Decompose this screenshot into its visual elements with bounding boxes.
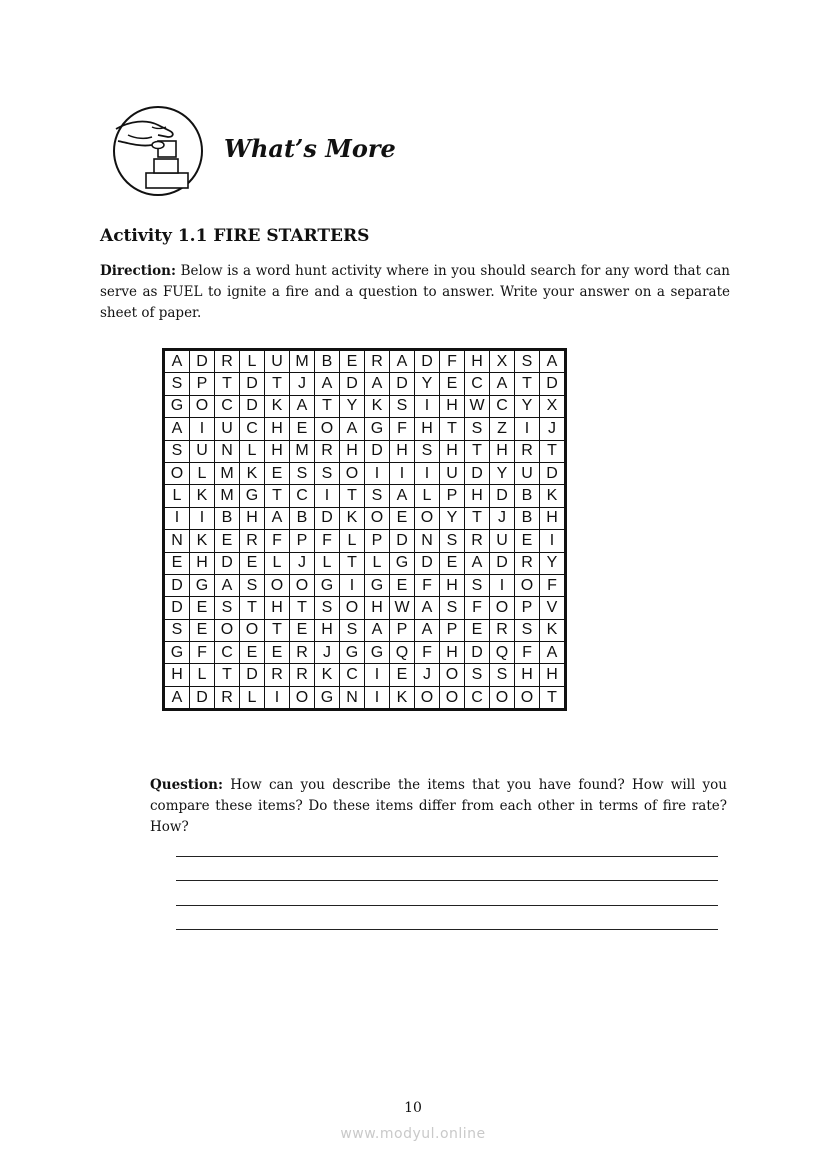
- grid-cell: S: [390, 395, 415, 417]
- grid-cell: K: [190, 530, 215, 552]
- grid-cell: E: [390, 574, 415, 596]
- grid-cell: E: [265, 462, 290, 484]
- answer-line[interactable]: [176, 880, 718, 881]
- grid-cell: A: [164, 418, 190, 440]
- grid-cell: P: [190, 373, 215, 395]
- grid-cell: A: [390, 350, 415, 373]
- grid-cell: M: [290, 350, 315, 373]
- grid-cell: E: [164, 552, 190, 574]
- grid-cell: O: [440, 686, 465, 709]
- grid-cell: A: [290, 395, 315, 417]
- grid-cell: H: [465, 485, 490, 507]
- grid-cell: S: [365, 485, 390, 507]
- grid-cell: H: [265, 418, 290, 440]
- grid-cell: R: [465, 530, 490, 552]
- grid-cell: D: [540, 462, 566, 484]
- grid-cell: Y: [440, 507, 465, 529]
- grid-cell: C: [215, 642, 240, 664]
- grid-cell: O: [365, 507, 390, 529]
- grid-cell: E: [215, 530, 240, 552]
- page-number: 10: [404, 1100, 422, 1116]
- grid-cell: F: [190, 642, 215, 664]
- grid-cell: G: [164, 395, 190, 417]
- grid-cell: S: [164, 619, 190, 641]
- grid-cell: O: [340, 597, 365, 619]
- grid-row: [164, 574, 566, 596]
- grid-cell: K: [315, 664, 340, 686]
- word-search-grid: [162, 348, 567, 711]
- grid-cell: U: [190, 440, 215, 462]
- grid-cell: A: [215, 574, 240, 596]
- grid-cell: P: [290, 530, 315, 552]
- grid-cell: L: [190, 664, 215, 686]
- grid-cell: K: [340, 507, 365, 529]
- grid-cell: E: [290, 619, 315, 641]
- grid-cell: D: [190, 686, 215, 709]
- grid-cell: Y: [415, 373, 440, 395]
- grid-cell: I: [515, 418, 540, 440]
- grid-cell: D: [240, 395, 265, 417]
- grid-cell: T: [465, 507, 490, 529]
- grid-cell: O: [240, 619, 265, 641]
- grid-cell: K: [540, 485, 566, 507]
- grid-cell: S: [164, 440, 190, 462]
- grid-cell: D: [390, 373, 415, 395]
- grid-cell: K: [265, 395, 290, 417]
- grid-cell: D: [540, 373, 566, 395]
- grid-cell: J: [415, 664, 440, 686]
- grid-cell: R: [365, 350, 390, 373]
- grid-cell: R: [315, 440, 340, 462]
- grid-cell: I: [265, 686, 290, 709]
- grid-cell: T: [315, 395, 340, 417]
- grid-cell: F: [540, 574, 566, 596]
- grid-cell: L: [315, 552, 340, 574]
- grid-cell: L: [190, 462, 215, 484]
- grid-cell: M: [290, 440, 315, 462]
- grid-cell: S: [315, 597, 340, 619]
- grid-cell: R: [290, 642, 315, 664]
- grid-cell: S: [315, 462, 340, 484]
- grid-cell: Y: [490, 462, 515, 484]
- grid-cell: O: [515, 574, 540, 596]
- grid-cell: D: [190, 350, 215, 373]
- grid-cell: I: [190, 418, 215, 440]
- grid-cell: S: [440, 530, 465, 552]
- grid-cell: A: [164, 686, 190, 709]
- grid-cell: A: [465, 552, 490, 574]
- grid-cell: R: [215, 350, 240, 373]
- grid-cell: T: [515, 373, 540, 395]
- grid-cell: J: [540, 418, 566, 440]
- grid-cell: B: [290, 507, 315, 529]
- grid-cell: W: [465, 395, 490, 417]
- grid-cell: I: [315, 485, 340, 507]
- grid-cell: O: [490, 686, 515, 709]
- grid-cell: E: [390, 664, 415, 686]
- grid-cell: E: [340, 350, 365, 373]
- grid-cell: P: [440, 619, 465, 641]
- grid-cell: J: [490, 507, 515, 529]
- grid-cell: D: [465, 462, 490, 484]
- answer-line[interactable]: [176, 856, 718, 857]
- grid-row: [164, 530, 566, 552]
- grid-cell: D: [164, 597, 190, 619]
- grid-cell: T: [265, 485, 290, 507]
- grid-cell: I: [390, 462, 415, 484]
- grid-cell: R: [490, 619, 515, 641]
- grid-cell: T: [540, 440, 566, 462]
- grid-cell: R: [290, 664, 315, 686]
- grid-cell: H: [340, 440, 365, 462]
- grid-cell: K: [190, 485, 215, 507]
- grid-cell: A: [390, 485, 415, 507]
- grid-cell: S: [515, 350, 540, 373]
- grid-cell: H: [315, 619, 340, 641]
- grid-cell: T: [540, 686, 566, 709]
- grid-cell: G: [365, 418, 390, 440]
- grid-cell: E: [465, 619, 490, 641]
- grid-cell: H: [515, 664, 540, 686]
- grid-cell: C: [215, 395, 240, 417]
- grid-cell: H: [440, 574, 465, 596]
- grid-cell: J: [290, 552, 315, 574]
- grid-cell: Q: [390, 642, 415, 664]
- grid-cell: L: [415, 485, 440, 507]
- grid-cell: L: [240, 350, 265, 373]
- grid-cell: O: [164, 462, 190, 484]
- grid-cell: T: [465, 440, 490, 462]
- grid-cell: S: [465, 418, 490, 440]
- grid-cell: D: [215, 552, 240, 574]
- grid-cell: N: [340, 686, 365, 709]
- grid-cell: E: [390, 507, 415, 529]
- grid-cell: H: [465, 350, 490, 373]
- grid-cell: S: [164, 373, 190, 395]
- grid-cell: H: [365, 597, 390, 619]
- grid-cell: O: [290, 574, 315, 596]
- grid-cell: O: [415, 686, 440, 709]
- grid-cell: I: [190, 507, 215, 529]
- grid-cell: D: [240, 373, 265, 395]
- grid-cell: F: [390, 418, 415, 440]
- grid-cell: O: [490, 597, 515, 619]
- question-paragraph: [150, 775, 727, 838]
- answer-line[interactable]: [176, 905, 718, 906]
- grid-cell: T: [440, 418, 465, 440]
- grid-cell: E: [440, 373, 465, 395]
- grid-row: [164, 350, 566, 373]
- grid-cell: T: [215, 664, 240, 686]
- grid-cell: H: [390, 440, 415, 462]
- grid-cell: V: [540, 597, 566, 619]
- grid-cell: S: [215, 597, 240, 619]
- grid-cell: H: [265, 440, 290, 462]
- grid-cell: F: [465, 597, 490, 619]
- question-label: Question:: [150, 777, 223, 793]
- grid-cell: T: [215, 373, 240, 395]
- grid-cell: S: [415, 440, 440, 462]
- grid-row: [164, 597, 566, 619]
- grid-row: [164, 462, 566, 484]
- grid-cell: B: [515, 485, 540, 507]
- grid-cell: F: [415, 574, 440, 596]
- grid-cell: O: [215, 619, 240, 641]
- grid-row: [164, 373, 566, 395]
- grid-cell: I: [490, 574, 515, 596]
- grid-cell: S: [515, 619, 540, 641]
- grid-cell: G: [190, 574, 215, 596]
- grid-cell: C: [465, 686, 490, 709]
- grid-cell: G: [164, 642, 190, 664]
- grid-cell: H: [540, 507, 566, 529]
- grid-cell: T: [340, 485, 365, 507]
- grid-cell: D: [415, 552, 440, 574]
- grid-cell: F: [315, 530, 340, 552]
- grid-cell: I: [540, 530, 566, 552]
- grid-cell: E: [515, 530, 540, 552]
- grid-cell: E: [265, 642, 290, 664]
- grid-cell: K: [240, 462, 265, 484]
- grid-cell: S: [465, 664, 490, 686]
- grid-cell: Y: [340, 395, 365, 417]
- grid-cell: D: [415, 350, 440, 373]
- question-text: How can you describe the items that you have found? How will you compare these items? Do these items differ from each other in terms of fire rate? How?: [150, 777, 727, 835]
- grid-cell: H: [540, 664, 566, 686]
- grid-cell: O: [415, 507, 440, 529]
- grid-cell: D: [465, 642, 490, 664]
- activity-title: Activity 1.1 FIRE STARTERS: [100, 226, 370, 246]
- grid-row: [164, 686, 566, 709]
- grid-cell: R: [515, 552, 540, 574]
- grid-cell: L: [240, 686, 265, 709]
- grid-cell: H: [164, 664, 190, 686]
- grid-cell: G: [315, 686, 340, 709]
- grid-row: [164, 418, 566, 440]
- grid-cell: H: [440, 642, 465, 664]
- grid-cell: A: [540, 642, 566, 664]
- grid-cell: M: [215, 485, 240, 507]
- grid-cell: C: [290, 485, 315, 507]
- grid-cell: R: [515, 440, 540, 462]
- grid-row: [164, 485, 566, 507]
- grid-cell: T: [265, 373, 290, 395]
- grid-cell: P: [390, 619, 415, 641]
- grid-cell: A: [540, 350, 566, 373]
- grid-cell: O: [190, 395, 215, 417]
- grid-cell: L: [164, 485, 190, 507]
- grid-cell: U: [515, 462, 540, 484]
- grid-cell: A: [365, 619, 390, 641]
- grid-cell: C: [465, 373, 490, 395]
- grid-cell: E: [240, 552, 265, 574]
- grid-cell: X: [490, 350, 515, 373]
- grid-cell: H: [440, 440, 465, 462]
- grid-cell: E: [440, 552, 465, 574]
- grid-cell: I: [415, 395, 440, 417]
- grid-cell: T: [240, 597, 265, 619]
- grid-cell: F: [265, 530, 290, 552]
- direction-paragraph: [100, 261, 730, 324]
- grid-cell: H: [440, 395, 465, 417]
- grid-row: [164, 395, 566, 417]
- grid-cell: W: [390, 597, 415, 619]
- grid-cell: G: [365, 642, 390, 664]
- grid-cell: N: [164, 530, 190, 552]
- grid-cell: E: [290, 418, 315, 440]
- grid-row: [164, 507, 566, 529]
- grid-cell: S: [290, 462, 315, 484]
- grid-cell: P: [515, 597, 540, 619]
- grid-cell: O: [290, 686, 315, 709]
- grid-cell: S: [440, 597, 465, 619]
- grid-cell: O: [515, 686, 540, 709]
- grid-cell: F: [440, 350, 465, 373]
- grid-cell: U: [490, 530, 515, 552]
- grid-cell: D: [240, 664, 265, 686]
- grid-cell: A: [365, 373, 390, 395]
- grid-cell: L: [265, 552, 290, 574]
- grid-cell: O: [315, 418, 340, 440]
- grid-cell: Q: [490, 642, 515, 664]
- grid-cell: N: [215, 440, 240, 462]
- grid-cell: A: [315, 373, 340, 395]
- grid-cell: T: [265, 619, 290, 641]
- grid-cell: B: [315, 350, 340, 373]
- grid-cell: D: [390, 530, 415, 552]
- grid-cell: D: [490, 552, 515, 574]
- grid-cell: F: [515, 642, 540, 664]
- grid-cell: D: [315, 507, 340, 529]
- grid-cell: I: [164, 507, 190, 529]
- grid-cell: O: [340, 462, 365, 484]
- grid-cell: E: [190, 597, 215, 619]
- grid-cell: J: [315, 642, 340, 664]
- grid-cell: Y: [540, 552, 566, 574]
- grid-cell: D: [365, 440, 390, 462]
- grid-cell: L: [340, 530, 365, 552]
- grid-cell: E: [190, 619, 215, 641]
- grid-cell: I: [365, 664, 390, 686]
- grid-cell: T: [290, 597, 315, 619]
- grid-cell: I: [365, 686, 390, 709]
- grid-cell: I: [365, 462, 390, 484]
- grid-cell: D: [164, 574, 190, 596]
- grid-cell: A: [340, 418, 365, 440]
- grid-cell: Y: [515, 395, 540, 417]
- grid-row: [164, 642, 566, 664]
- grid-cell: A: [415, 619, 440, 641]
- grid-cell: R: [265, 664, 290, 686]
- grid-cell: H: [190, 552, 215, 574]
- grid-cell: M: [215, 462, 240, 484]
- section-title: What’s More: [224, 134, 396, 163]
- grid-cell: D: [490, 485, 515, 507]
- grid-cell: T: [340, 552, 365, 574]
- grid-cell: L: [365, 552, 390, 574]
- grid-cell: U: [440, 462, 465, 484]
- grid-cell: A: [164, 350, 190, 373]
- grid-cell: Z: [490, 418, 515, 440]
- grid-cell: U: [215, 418, 240, 440]
- grid-cell: G: [365, 574, 390, 596]
- grid-cell: C: [490, 395, 515, 417]
- grid-cell: R: [215, 686, 240, 709]
- grid-cell: C: [340, 664, 365, 686]
- watermark: www.modyul.online: [340, 1126, 486, 1142]
- grid-cell: I: [340, 574, 365, 596]
- grid-cell: H: [415, 418, 440, 440]
- grid-cell: G: [340, 642, 365, 664]
- grid-cell: N: [415, 530, 440, 552]
- grid-cell: P: [365, 530, 390, 552]
- grid-cell: L: [240, 440, 265, 462]
- grid-cell: G: [240, 485, 265, 507]
- grid-cell: U: [265, 350, 290, 373]
- grid-cell: A: [415, 597, 440, 619]
- grid-cell: A: [265, 507, 290, 529]
- grid-cell: K: [540, 619, 566, 641]
- grid-cell: H: [265, 597, 290, 619]
- grid-cell: G: [390, 552, 415, 574]
- grid-cell: G: [315, 574, 340, 596]
- grid-cell: S: [465, 574, 490, 596]
- grid-cell: D: [340, 373, 365, 395]
- grid-cell: H: [240, 507, 265, 529]
- grid-cell: X: [540, 395, 566, 417]
- grid-row: [164, 552, 566, 574]
- grid-row: [164, 619, 566, 641]
- grid-cell: I: [415, 462, 440, 484]
- grid-cell: J: [290, 373, 315, 395]
- grid-cell: H: [490, 440, 515, 462]
- grid-cell: K: [390, 686, 415, 709]
- grid-cell: O: [440, 664, 465, 686]
- grid-cell: F: [415, 642, 440, 664]
- grid-cell: B: [215, 507, 240, 529]
- direction-text: Below is a word hunt activity where in you should search for any word that can serve as FUEL to ignite a fire and a question to answer. Write your answer on a separate sheet of paper.: [100, 263, 730, 321]
- grid-cell: K: [365, 395, 390, 417]
- grid-cell: S: [490, 664, 515, 686]
- grid-cell: A: [490, 373, 515, 395]
- grid-row: [164, 664, 566, 686]
- grid-cell: S: [240, 574, 265, 596]
- grid-row: [164, 440, 566, 462]
- hand-stacking-blocks-icon: [112, 105, 204, 197]
- answer-line[interactable]: [176, 929, 718, 930]
- grid-cell: O: [265, 574, 290, 596]
- grid-cell: E: [240, 642, 265, 664]
- direction-label: Direction:: [100, 263, 176, 279]
- grid-cell: C: [240, 418, 265, 440]
- grid-cell: P: [440, 485, 465, 507]
- grid-cell: B: [515, 507, 540, 529]
- grid-cell: S: [340, 619, 365, 641]
- grid-cell: R: [240, 530, 265, 552]
